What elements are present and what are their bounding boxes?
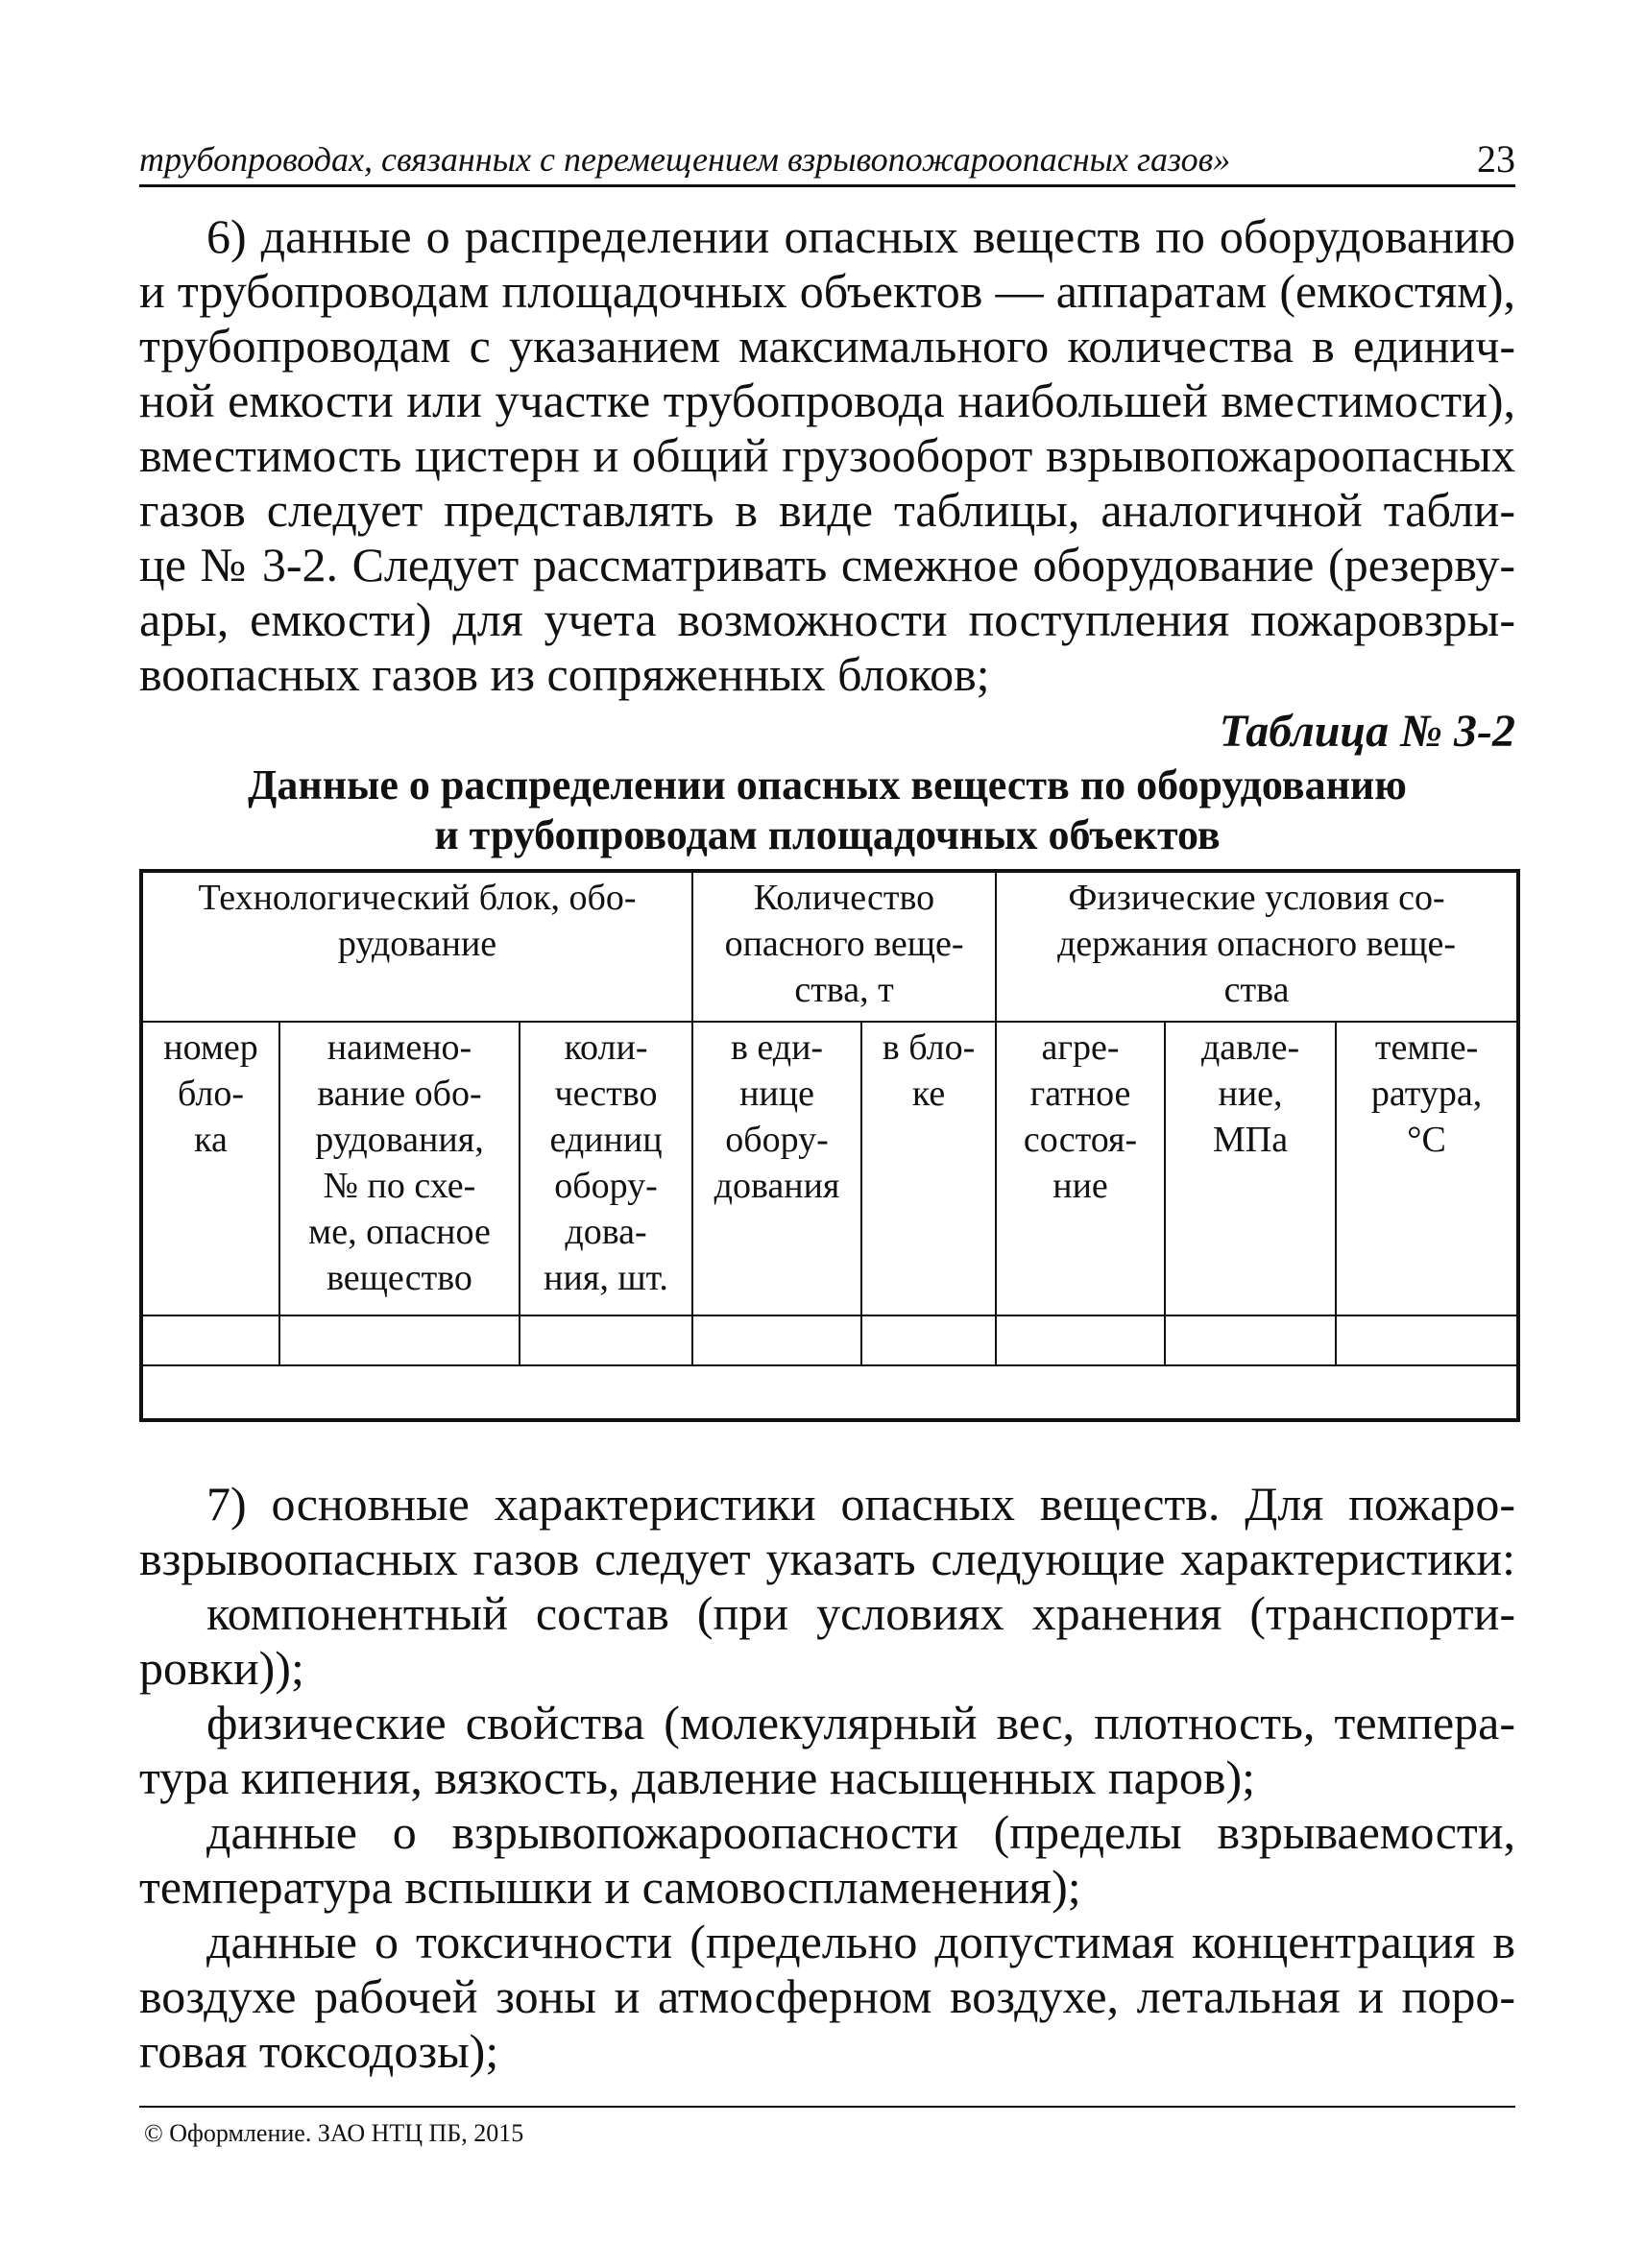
header-rule [139,184,1515,187]
table-cell [692,1315,861,1365]
paragraph-6 [139,209,1515,702]
table-header-row [141,871,1518,1022]
text-line: ары, емкости) для учета возможности поступления пожаровзры- [139,592,1515,646]
table-subheader-row [141,1022,1518,1315]
table-cell [279,1315,520,1365]
text-line: воопасных газов из сопряженных блоков; [139,647,990,701]
table-cell [141,1365,1518,1420]
text-line: температура вспышки и самовоспламенения); [139,1860,1081,1914]
header-quantity: Количество опасного веще- ства, т [692,871,996,1022]
column-header: давле- ние, МПа [1165,1022,1336,1315]
text-line: тура кипения, вязкость, давление насыщенных паров); [139,1750,1256,1804]
text-line: воздухе рабочей зоны и атмосферном воздухе, летальная и поро- [139,1969,1515,2023]
table-cell [861,1315,996,1365]
table-cell [141,1315,279,1365]
page-header [139,136,1515,184]
table-cell [996,1315,1165,1365]
paragraph-7 [139,1477,1515,2079]
text-line: вместимость цистерн и общий грузооборот взрывопожароопасных [139,428,1515,482]
table-title-line: и трубопроводам площадочных объектов [434,811,1221,858]
column-header: номер бло- ка [141,1022,279,1315]
column-header: в еди- нице обору- дования [692,1022,861,1315]
column-header: в бло- ке [861,1022,996,1315]
table-cell [1336,1315,1518,1365]
text-line: говая токсодозы); [139,2024,499,2078]
column-header: коли- чество единиц обору- дова- ния, шт. [520,1022,692,1315]
header-physical-conditions: Физические условия со- держания опасного веще- ства [996,871,1518,1022]
text-line: 6) данные о распределении опасных веществ по оборудованию [206,209,1515,263]
text-line: компонентный состав (при условиях хранения (транспорти- [206,1586,1515,1640]
table-cell [1165,1315,1336,1365]
table-title-line: Данные о распределении опасных веществ по оборудованию [248,761,1407,808]
text-line: данные о взрывопожароопасности (пределы взрываемости, [206,1805,1515,1859]
text-line: ровки)); [139,1641,304,1695]
table-label: Таблица № 3-2 [1219,706,1515,757]
text-line: данные о токсичности (предельно допустимая концентрация в [206,1915,1515,1968]
text-line: газов следует представлять в виде таблицы, аналогичной табли- [139,483,1515,537]
column-header: агре- гатное состоя- ние [996,1022,1165,1315]
text-line: взрывоопасных газов следует указать следующие характеристики: [139,1532,1515,1585]
footer-rule [139,2106,1515,2108]
data-table [139,869,1520,1422]
table-cell [520,1315,692,1365]
table-row [141,1315,1518,1365]
table-row [141,1365,1518,1420]
page-number: 23 [1477,137,1515,181]
column-header: темпе- ратура, °С [1336,1022,1518,1315]
footer-copyright: © Оформление. ЗАО НТЦ ПБ, 2015 [144,2119,524,2147]
column-header: наимено- вание обо- рудования, № по схе- ме, опасное вещество [279,1022,520,1315]
header-tech-block: Технологический блок, обо- рудование [141,871,692,1022]
running-head: трубопроводах, связанных с перемещением взрывопожароопасных газов» [139,140,1231,179]
text-line: 7) основные характеристики опасных веществ. Для пожаро- [206,1477,1515,1531]
text-line: и трубопроводам площадочных объектов — аппаратам (емкостям), [139,264,1515,318]
text-line: трубопроводам с указанием максимального количества в единич- [139,319,1515,373]
text-line: ной емкости или участке трубопровода наибольшей вместимости), [139,374,1515,427]
text-line: физические свойства (молекулярный вес, плотность, темпера- [206,1696,1515,1749]
text-line: це № 3-2. Следует рассматривать смежное оборудование (резерву- [139,538,1515,591]
table-title [139,760,1515,860]
